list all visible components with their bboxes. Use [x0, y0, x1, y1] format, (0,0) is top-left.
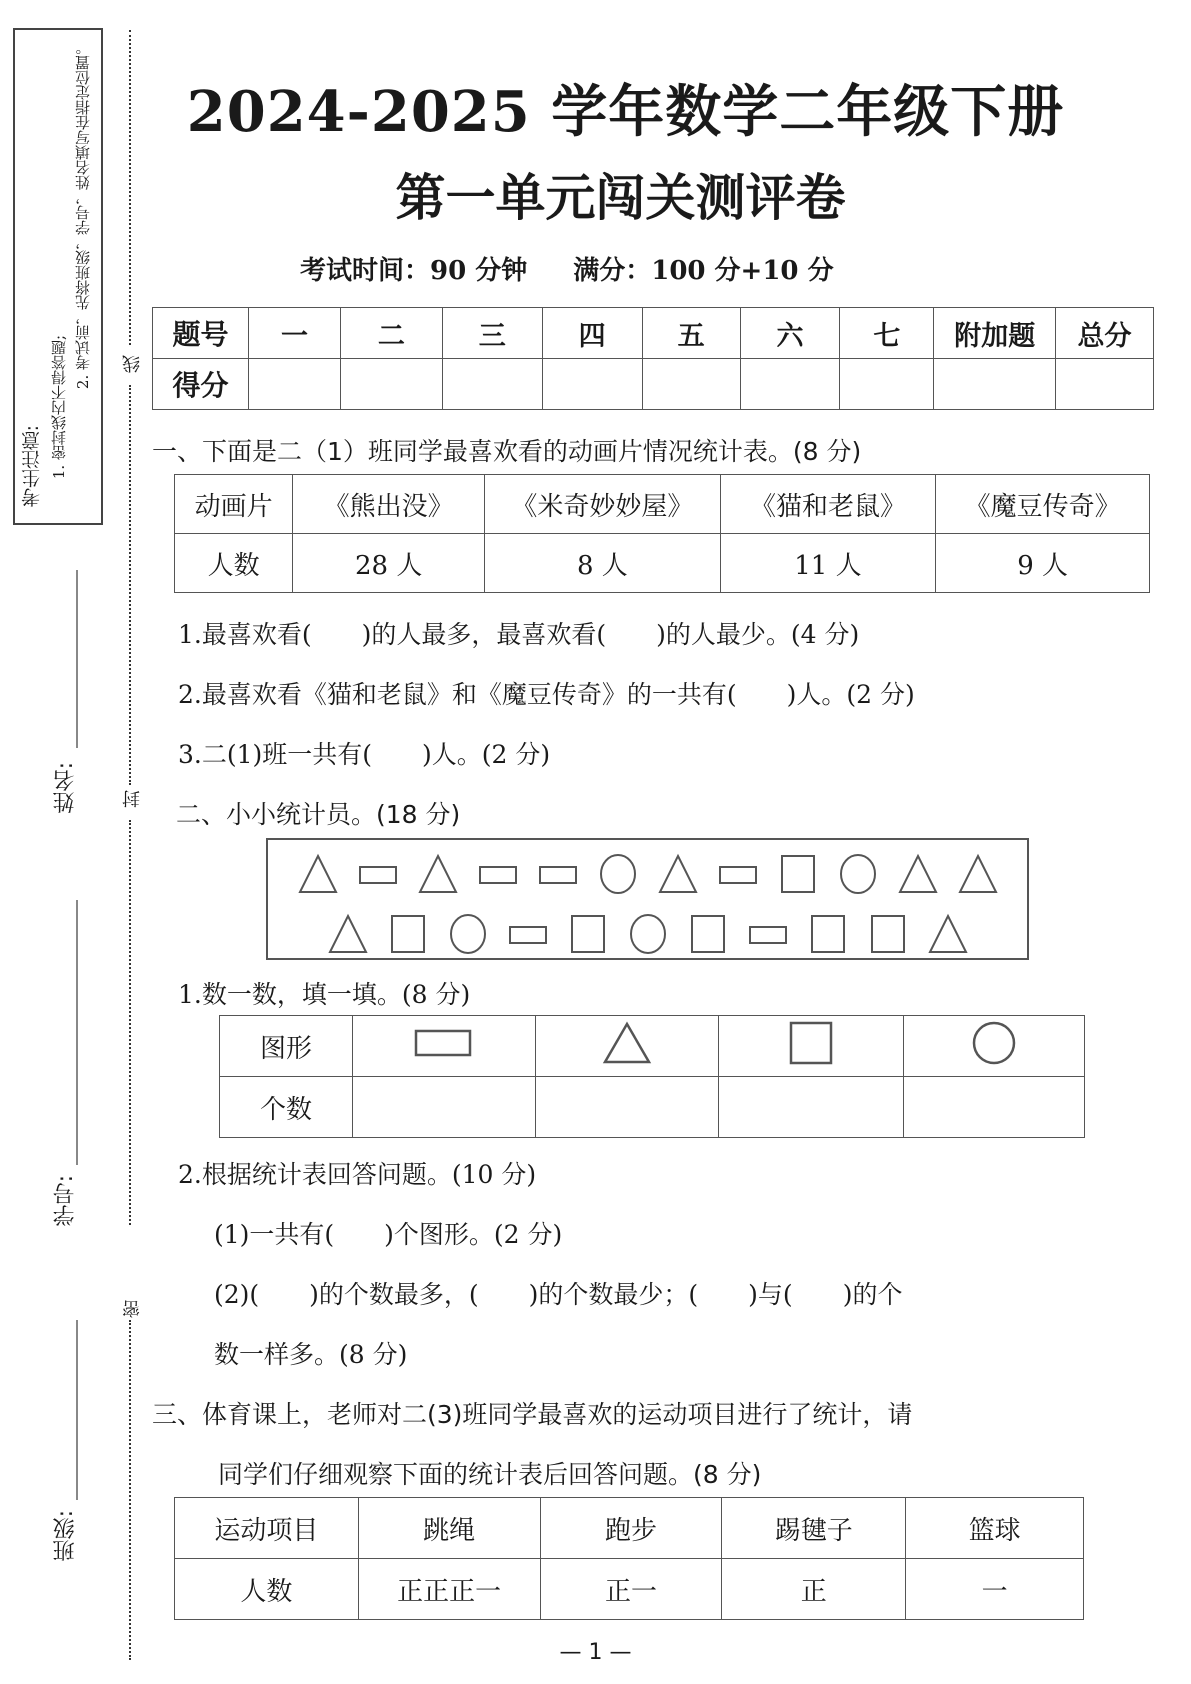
student-id-field-line[interactable] [76, 900, 78, 1165]
score-input-total[interactable] [1055, 359, 1153, 410]
cell: 动画片 [175, 475, 293, 534]
score-input-2[interactable] [340, 359, 442, 410]
score-input-1[interactable] [248, 359, 340, 410]
circle-icon [904, 1016, 1085, 1077]
cell: 总分 [1055, 308, 1153, 359]
square-icon [558, 912, 618, 956]
triangle-icon [888, 852, 948, 896]
circle-icon [438, 912, 498, 956]
score-input-7[interactable] [840, 359, 934, 410]
cell: 人数 [175, 1559, 359, 1620]
square-icon [798, 912, 858, 956]
name-label: 姓名: [53, 762, 78, 814]
count-input-square[interactable] [719, 1077, 904, 1138]
score-value-row [153, 359, 1154, 410]
table-row [175, 534, 1150, 593]
cell: 运动项目 [175, 1498, 359, 1559]
cell: 跑步 [540, 1498, 722, 1559]
cell: 附加题 [934, 308, 1056, 359]
question-1-1: 1.最喜欢看( )的人最多，最喜欢看( )的人最少。(4 分) [178, 620, 860, 649]
cell: 跳绳 [358, 1498, 540, 1559]
count-input-rectangle[interactable] [353, 1077, 536, 1138]
cell: 11 人 [720, 534, 936, 593]
class-label: 班级: [53, 1510, 78, 1562]
seal-dotted-line [129, 385, 131, 785]
triangle-icon [288, 852, 348, 896]
count-input-circle[interactable] [904, 1077, 1085, 1138]
section2-title: 二、小小统计员。(18 分) [176, 800, 461, 829]
section1-title: 一、下面是二（1）班同学最喜欢看的动画片情况统计表。(8 分) [152, 437, 862, 466]
count-input-triangle[interactable] [536, 1077, 719, 1138]
triangle-icon [918, 912, 978, 956]
cell: 《猫和老鼠》 [720, 475, 936, 534]
question-2-2-2-cont: 数一样多。(8 分) [214, 1340, 408, 1369]
exam-time: 考试时间：90 分钟 [300, 256, 528, 286]
cell: 图形 [220, 1016, 353, 1077]
cell: 五 [642, 308, 740, 359]
table-row [220, 1077, 1085, 1138]
shape-count-table [219, 1015, 1085, 1138]
cell: 《米奇妙妙屋》 [485, 475, 721, 534]
cell: 二 [340, 308, 442, 359]
full-score: 满分：100 分+10 分 [573, 256, 834, 286]
seal-char-xian: 线 [122, 355, 143, 373]
section3-title-cont: 同学们仔细观察下面的统计表后回答问题。(8 分) [218, 1460, 762, 1489]
cell: 正一 [540, 1559, 722, 1620]
question-2-2-2: (2)( )的个数最多，( )的个数最少；( )与( )的个 [214, 1280, 903, 1309]
exam-title: 2024-2025 学年数学二年级下册 [186, 79, 1065, 145]
cell: 正 [722, 1559, 906, 1620]
question-2-2: 2.根据统计表回答问题。(10 分) [178, 1160, 537, 1189]
cell: 正正正一 [358, 1559, 540, 1620]
cell: 个数 [220, 1077, 353, 1138]
table-row [175, 475, 1150, 534]
cell: 9 人 [936, 534, 1150, 593]
exam-meta [300, 250, 880, 287]
cell: 《熊出没》 [293, 475, 485, 534]
rectangle-icon [708, 852, 768, 896]
notice-title: 考生注意: [21, 425, 43, 508]
rectangle-icon [353, 1016, 536, 1077]
seal-dotted-line [129, 1320, 131, 1660]
table-row [175, 1498, 1084, 1559]
name-field-line[interactable] [76, 570, 78, 748]
rectangle-icon [738, 912, 798, 956]
cell: 踢毽子 [722, 1498, 906, 1559]
section3-title: 三、体育课上，老师对二(3)班同学最喜欢的运动项目进行了统计，请 [152, 1400, 913, 1429]
rectangle-icon [498, 912, 558, 956]
score-input-3[interactable] [442, 359, 542, 410]
seal-char-feng: 封 [122, 790, 143, 808]
rectangle-icon [528, 852, 588, 896]
score-input-6[interactable] [740, 359, 840, 410]
shapes-panel [266, 838, 1029, 960]
rectangle-icon [468, 852, 528, 896]
triangle-icon [408, 852, 468, 896]
triangle-icon [648, 852, 708, 896]
cell: 人数 [175, 534, 293, 593]
student-id-label: 学号: [53, 1175, 78, 1227]
score-header-row [153, 308, 1154, 359]
cell: 8 人 [485, 534, 721, 593]
seal-char-mi: 密 [122, 1300, 143, 1318]
cell: 得分 [153, 359, 249, 410]
cartoon-table [174, 474, 1150, 593]
cell: 四 [542, 308, 642, 359]
circle-icon [618, 912, 678, 956]
notice-line-1: 1. 密封线内不得答题; [50, 335, 68, 480]
score-input-bonus[interactable] [934, 359, 1056, 410]
cell: 一 [248, 308, 340, 359]
rectangle-icon [348, 852, 408, 896]
cell: 三 [442, 308, 542, 359]
sports-table [174, 1497, 1084, 1620]
seal-dotted-line [129, 820, 131, 1225]
cell: 七 [840, 308, 934, 359]
cell: 题号 [153, 308, 249, 359]
square-icon [858, 912, 918, 956]
square-icon [719, 1016, 904, 1077]
score-table [152, 307, 1154, 410]
exam-subtitle: 第一单元闯关测评卷 [395, 168, 846, 227]
triangle-icon [536, 1016, 719, 1077]
table-row [220, 1016, 1085, 1077]
cell: 28 人 [293, 534, 485, 593]
class-field-line[interactable] [76, 1320, 78, 1500]
triangle-icon [318, 912, 378, 956]
cell: 《魔豆传奇》 [936, 475, 1150, 534]
square-icon [378, 912, 438, 956]
shape-row-1 [268, 852, 1027, 896]
question-2-2-1: (1)一共有( )个图形。(2 分) [214, 1220, 563, 1249]
circle-icon [828, 852, 888, 896]
triangle-icon [948, 852, 1008, 896]
circle-icon [588, 852, 648, 896]
square-icon [678, 912, 738, 956]
square-icon [768, 852, 828, 896]
question-2-1: 1.数一数，填一填。(8 分) [178, 980, 471, 1009]
cell: 篮球 [906, 1498, 1084, 1559]
shape-row-2 [268, 912, 1027, 956]
page-number: — 1 — [559, 1640, 632, 1665]
question-1-2: 2.最喜欢看《猫和老鼠》和《魔豆传奇》的一共有( )人。(2 分) [178, 680, 915, 709]
question-1-3: 3.二(1)班一共有( )人。(2 分) [178, 740, 551, 769]
score-input-4[interactable] [542, 359, 642, 410]
table-row [175, 1559, 1084, 1620]
cell: 一 [906, 1559, 1084, 1620]
cell: 六 [740, 308, 840, 359]
notice-line-2: 2. 考试前，先将班级，学号，姓名填写在指定位置。 [74, 40, 92, 390]
score-input-5[interactable] [642, 359, 740, 410]
